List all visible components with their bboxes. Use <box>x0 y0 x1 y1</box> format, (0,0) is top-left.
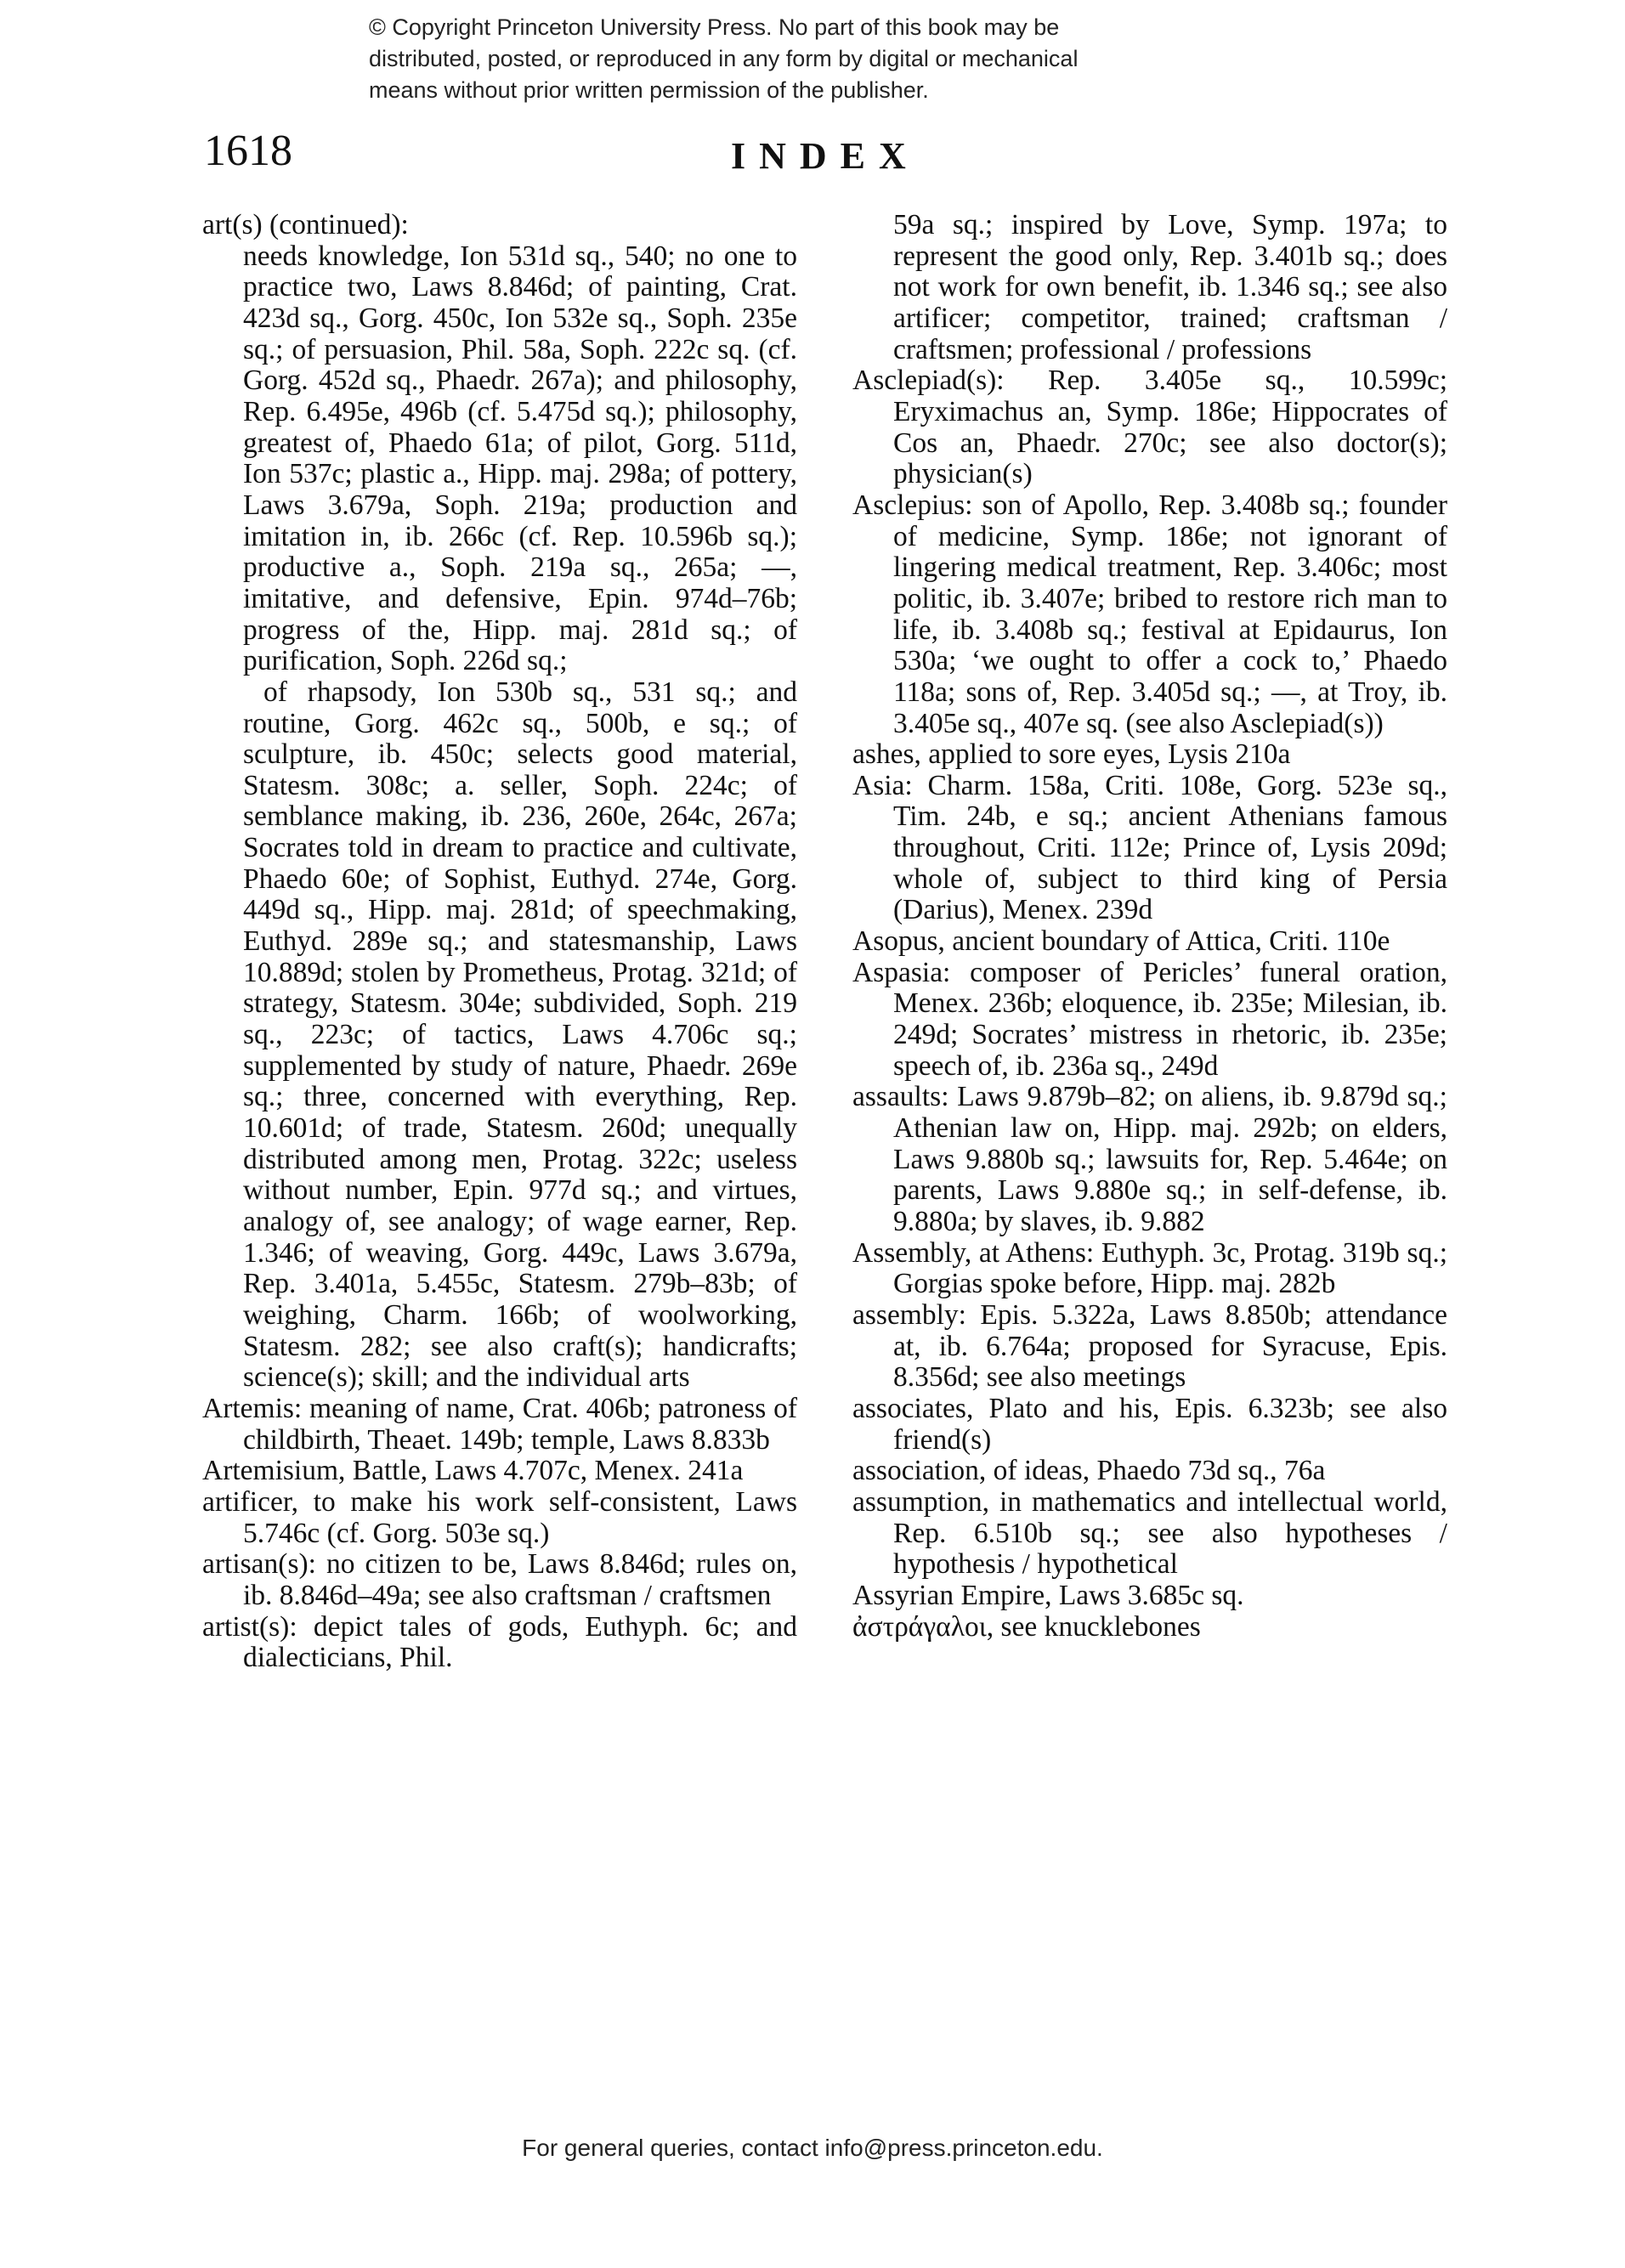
index-entry: Assembly, at Athens: Euthyph. 3c, Protag. 319b sq.; Gorgias spoke before, Hipp. maj. 282b <box>852 1236 1447 1300</box>
index-entry: ἀστράγαλοι, see knucklebones <box>852 1610 1201 1643</box>
index-entry: assembly: Epis. 5.322a, Laws 8.850b; attendance at, ib. 6.764a; proposed for Syracuse, Epis. 8.356d; see also meetings <box>852 1298 1447 1394</box>
index-entry: artificer, to make his work self-consistent, Laws 5.746c (cf. Gorg. 503e sq.) <box>202 1485 797 1549</box>
copyright-line: distributed, posted, or reproduced in any form by digital or mechanical <box>369 46 1079 71</box>
index-entry: Asclepiad(s): Rep. 3.405e sq., 10.599c; Eryximachus an, Symp. 186e; Hippocrates of Cos an, Phaedr. 270c; see also doctor(s); physician(s) <box>852 365 1447 490</box>
index-entry: Artemisium, Battle, Laws 4.707c, Menex. 241a <box>202 1455 744 1487</box>
index-entry: Asopus, ancient boundary of Attica, Criti. 110e <box>852 925 1390 958</box>
index-entry: associates, Plato and his, Epis. 6.323b; see also friend(s) <box>852 1392 1447 1456</box>
index-entry: Artemis: meaning of name, Crat. 406b; patroness of childbirth, Theaet. 149b; temple, Laws 8.833b <box>202 1392 797 1456</box>
index-entry: association, of ideas, Phaedo 73d sq., 76a <box>852 1455 1326 1487</box>
index-entry: Aspasia: composer of Pericles’ funeral oration, Menex. 236b; eloquence, ib. 235e; Milesian, ib. 249d; Socrates’ mistress in rhetoric, ib. 235e; speech of, ib. 236a sq., 249d <box>852 956 1447 1082</box>
index-entry-head: art(s) (continued): <box>202 209 409 240</box>
running-head: INDEX <box>731 135 920 177</box>
index-entry: Asclepius: son of Apollo, Rep. 3.408b sq.; founder of medicine, Symp. 186e; not ignorant of lingering medical treatment, Rep. 3.406c; most politic, ib. 3.407e; bribed to restore rich man to life, ib. 3.408b sq.; festival at Epidaurus, Ion 530a; ‘we ought to offer a cock to,’ Phaedo 118a; sons of, Rep. 3.405d sq.; —, at Troy, ib. 3.405e sq., 407e sq. (see also Asclepiad(s)) <box>852 489 1447 739</box>
index-entry: artisan(s): no citizen to be, Laws 8.846d; rules on, ib. 8.846d–49a; see also craftsman / craftsmen <box>202 1548 797 1611</box>
index-entry-continuation: of rhapsody, Ion 530b sq., 531 sq.; and routine, Gorg. 462c sq., 500b, e sq.; of sculpture, ib. 450c; selects good material, Statesm. 308c; a. seller, Soph. 224c; of semblance making, ib. 236, 260e, 264c, 267a; Socrates told in dream to practice and cultivate, Phaedo 60e; of Sophist, Euthyd. 274e, Gorg. 449d sq., Hipp. maj. 281d; of speechmaking, Euthyd. 289e sq.; and statesmanship, Laws 10.889d; stolen by Prometheus, Protag. 321d; of strategy, Statesm. 304e; subdivided, Soph. 219 sq., 223c; of tactics, Laws 4.706c sq.; supplemented by study of nature, Phaedr. 269e sq.; three, concerned with everything, Rep. 10.601d; of trade, Statesm. 260d; unequally distributed among men, Protag. 322c; useless without number, Epin. 977d sq.; and virtues, analogy of, see analogy; of wage earner, Rep. 1.346; of weaving, Gorg. 449c, Laws 3.679a, Rep. 3.401a, 5.455c, Statesm. 279b–83b; of weighing, Charm. 166b; of woolworking, Statesm. 282; see also craft(s); handicrafts; science(s); skill; and the individual arts <box>243 676 797 1394</box>
index-entry: assumption, in mathematics and intellectual world, Rep. 6.510b sq.; see also hypotheses / hypothesis / hypothetical <box>852 1485 1447 1581</box>
copyright-notice <box>369 12 1202 106</box>
page-number: 1618 <box>204 127 292 175</box>
contact-footer: For general queries, contact info@press.princeton.edu. <box>522 2135 1103 2161</box>
index-column-right <box>852 210 1447 1643</box>
copyright-line: © Copyright Princeton University Press. No part of this book may be <box>369 14 1060 40</box>
index-entry-continuation: needs knowledge, Ion 531d sq., 540; no one to practice two, Laws 8.846d; of painting, Crat. 423d sq., Gorg. 450c, Ion 532e sq., Soph. 235e sq.; of persuasion, Phil. 58a, Soph. 222c sq. (cf. Gorg. 452d sq., Phaedr. 267a); and philosophy, Rep. 6.495e, 496b (cf. 5.475d sq.); philosophy, greatest of, Phaedo 61a; of pilot, Gorg. 511d, Ion 537c; plastic a., Hipp. maj. 298a; of pottery, Laws 3.679a, Soph. 219a; production and imitation in, ib. 266c (cf. Rep. 10.596b sq.); productive a., Soph. 219a sq., 265a; —, imitative, and defensive, Epin. 974d–76b; progress of the, Hipp. maj. 281d sq.; of purification, Soph. 226d sq.; <box>243 240 797 677</box>
index-entry: Assyrian Empire, Laws 3.685c sq. <box>852 1579 1244 1611</box>
copyright-line: means without prior written permission of the publisher. <box>369 77 929 103</box>
index-column-left <box>202 210 797 1674</box>
index-entry: assaults: Laws 9.879b–82; on aliens, ib. 9.879d sq.; Athenian law on, Hipp. maj. 292b; on elders, Laws 9.880b sq.; lawsuits for, Rep. 5.464e; on parents, Laws 9.880e sq.; in self-defense, ib. 9.880a; by slaves, ib. 9.882 <box>852 1081 1447 1237</box>
index-entry: artist(s): depict tales of gods, Euthyph. 6c; and dialecticians, Phil. <box>202 1610 797 1674</box>
index-entry-continuation: 59a sq.; inspired by Love, Symp. 197a; to represent the good only, Rep. 3.401b sq.; does not work for own benefit, ib. 1.346 sq.; see also artificer; competitor, trained; craftsman / craftsmen; professional / professions <box>893 209 1447 365</box>
index-entry: ashes, applied to sore eyes, Lysis 210a <box>852 738 1291 771</box>
index-entry: Asia: Charm. 158a, Criti. 108e, Gorg. 523e sq., Tim. 24b, e sq.; ancient Athenians famous throughout, Criti. 112e; Prince of, Lysis 209d; whole of, subject to third king of Persia (Darius), Menex. 239d <box>852 769 1447 926</box>
